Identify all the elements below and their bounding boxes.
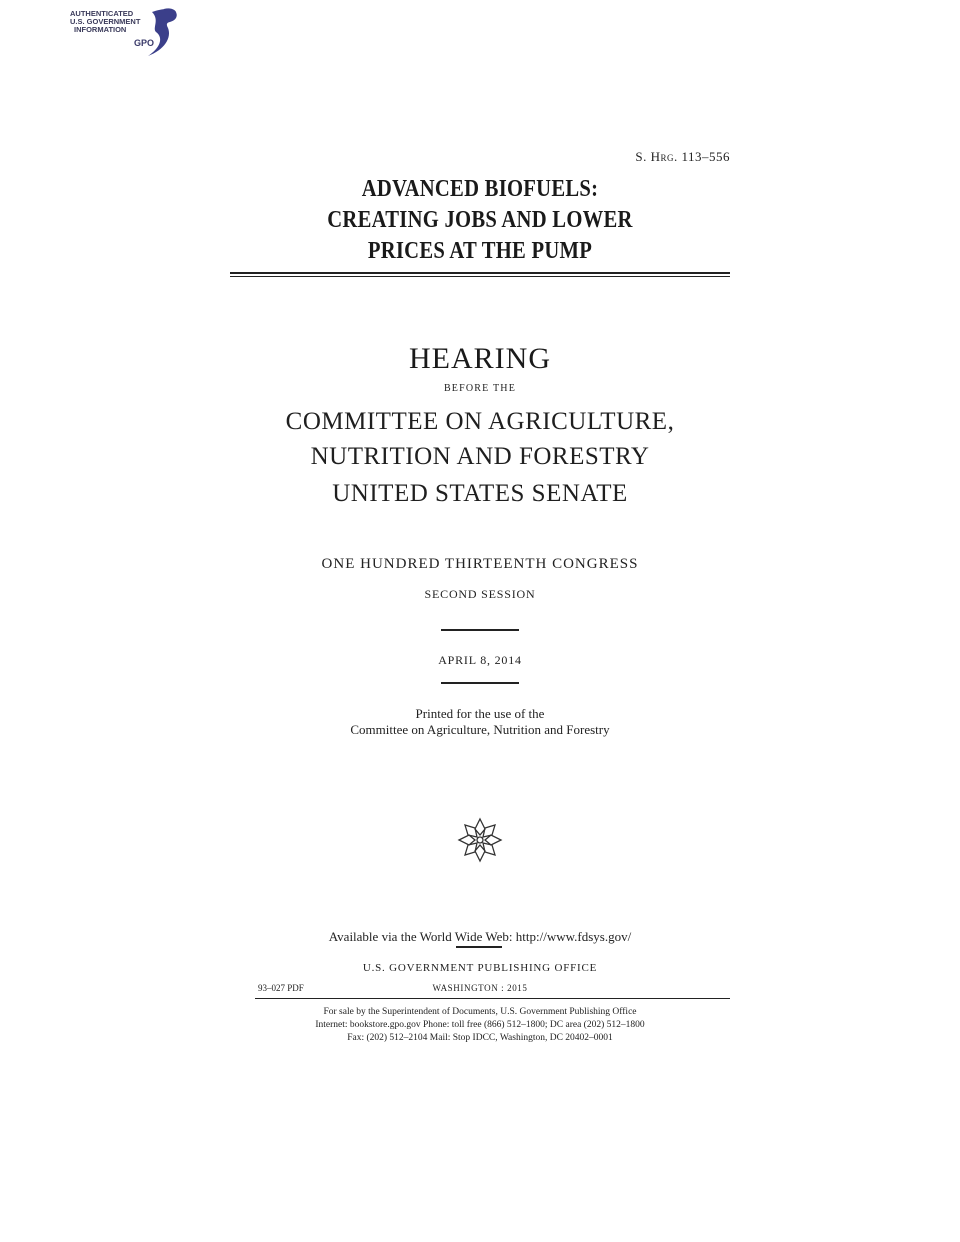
web-availability: Available via the World Wide Web: http://www.fdsys.gov/ [328, 929, 632, 944]
session-name: SECOND SESSION [424, 587, 536, 601]
hearing-heading: HEARING [409, 342, 551, 375]
hearing-number [540, 149, 730, 165]
hearing-number-label: Hrg. [650, 149, 678, 164]
document-title [0, 174, 960, 267]
gpo-authentication-seal [68, 6, 183, 61]
ornament-icon [455, 815, 505, 865]
congress-name: ONE HUNDRED THIRTEENTH CONGRESS [321, 556, 639, 572]
title-line-1: ADVANCED BIOFUELS: [361, 176, 599, 202]
office-rule [456, 946, 502, 948]
title-rule-bottom [230, 276, 730, 277]
seal-text-gpo: GPO [134, 38, 155, 48]
publishing-office: U.S. GOVERNMENT PUBLISHING OFFICE [362, 962, 598, 974]
printed-for-line-1: Printed for the use of the [415, 706, 545, 721]
senate-name: UNITED STATES SENATE [332, 480, 628, 507]
date-rule-bottom [441, 682, 519, 684]
for-sale-line-1: For sale by the Superintendent of Documents, U.S. Government Publishing Office [323, 1007, 637, 1017]
title-rule-top [230, 272, 730, 274]
title-line-3: PRICES AT THE PUMP [367, 238, 593, 264]
committee-line-2: NUTRITION AND FORESTRY [310, 443, 650, 470]
pdf-identifier: 93–027 PDF [258, 983, 304, 993]
printed-for-line-2: Committee on Agriculture, Nutrition and Forestry [350, 722, 610, 737]
for-sale-notice [0, 1006, 960, 1045]
hearing-number-value: 113–556 [677, 149, 730, 164]
hearing-number-prefix: S. [635, 149, 651, 164]
seal-text-line3: INFORMATION [74, 25, 127, 34]
footer-rule [255, 998, 730, 999]
hearing-date: APRIL 8, 2014 [438, 653, 522, 667]
seal-text-line2: U.S. GOVERNMENT [70, 17, 141, 26]
before-the-label: BEFORE THE [443, 383, 517, 394]
city-and-year: WASHINGTON : 2015 [432, 983, 528, 993]
printed-for-note [0, 706, 960, 738]
for-sale-line-3: Fax: (202) 512–2104 Mail: Stop IDCC, Washington, DC 20402–0001 [347, 1033, 613, 1043]
title-line-2: CREATING JOBS AND LOWER [327, 207, 633, 233]
for-sale-line-2: Internet: bookstore.gpo.gov Phone: toll free (866) 512–1800; DC area (202) 512–1800 [315, 1020, 645, 1030]
gpo-eagle-icon [68, 6, 183, 61]
date-rule-top [441, 629, 519, 631]
committee-line-1: COMMITTEE ON AGRICULTURE, [285, 408, 675, 435]
committee-name [0, 404, 960, 474]
seal-text-line1: AUTHENTICATED [70, 9, 134, 18]
